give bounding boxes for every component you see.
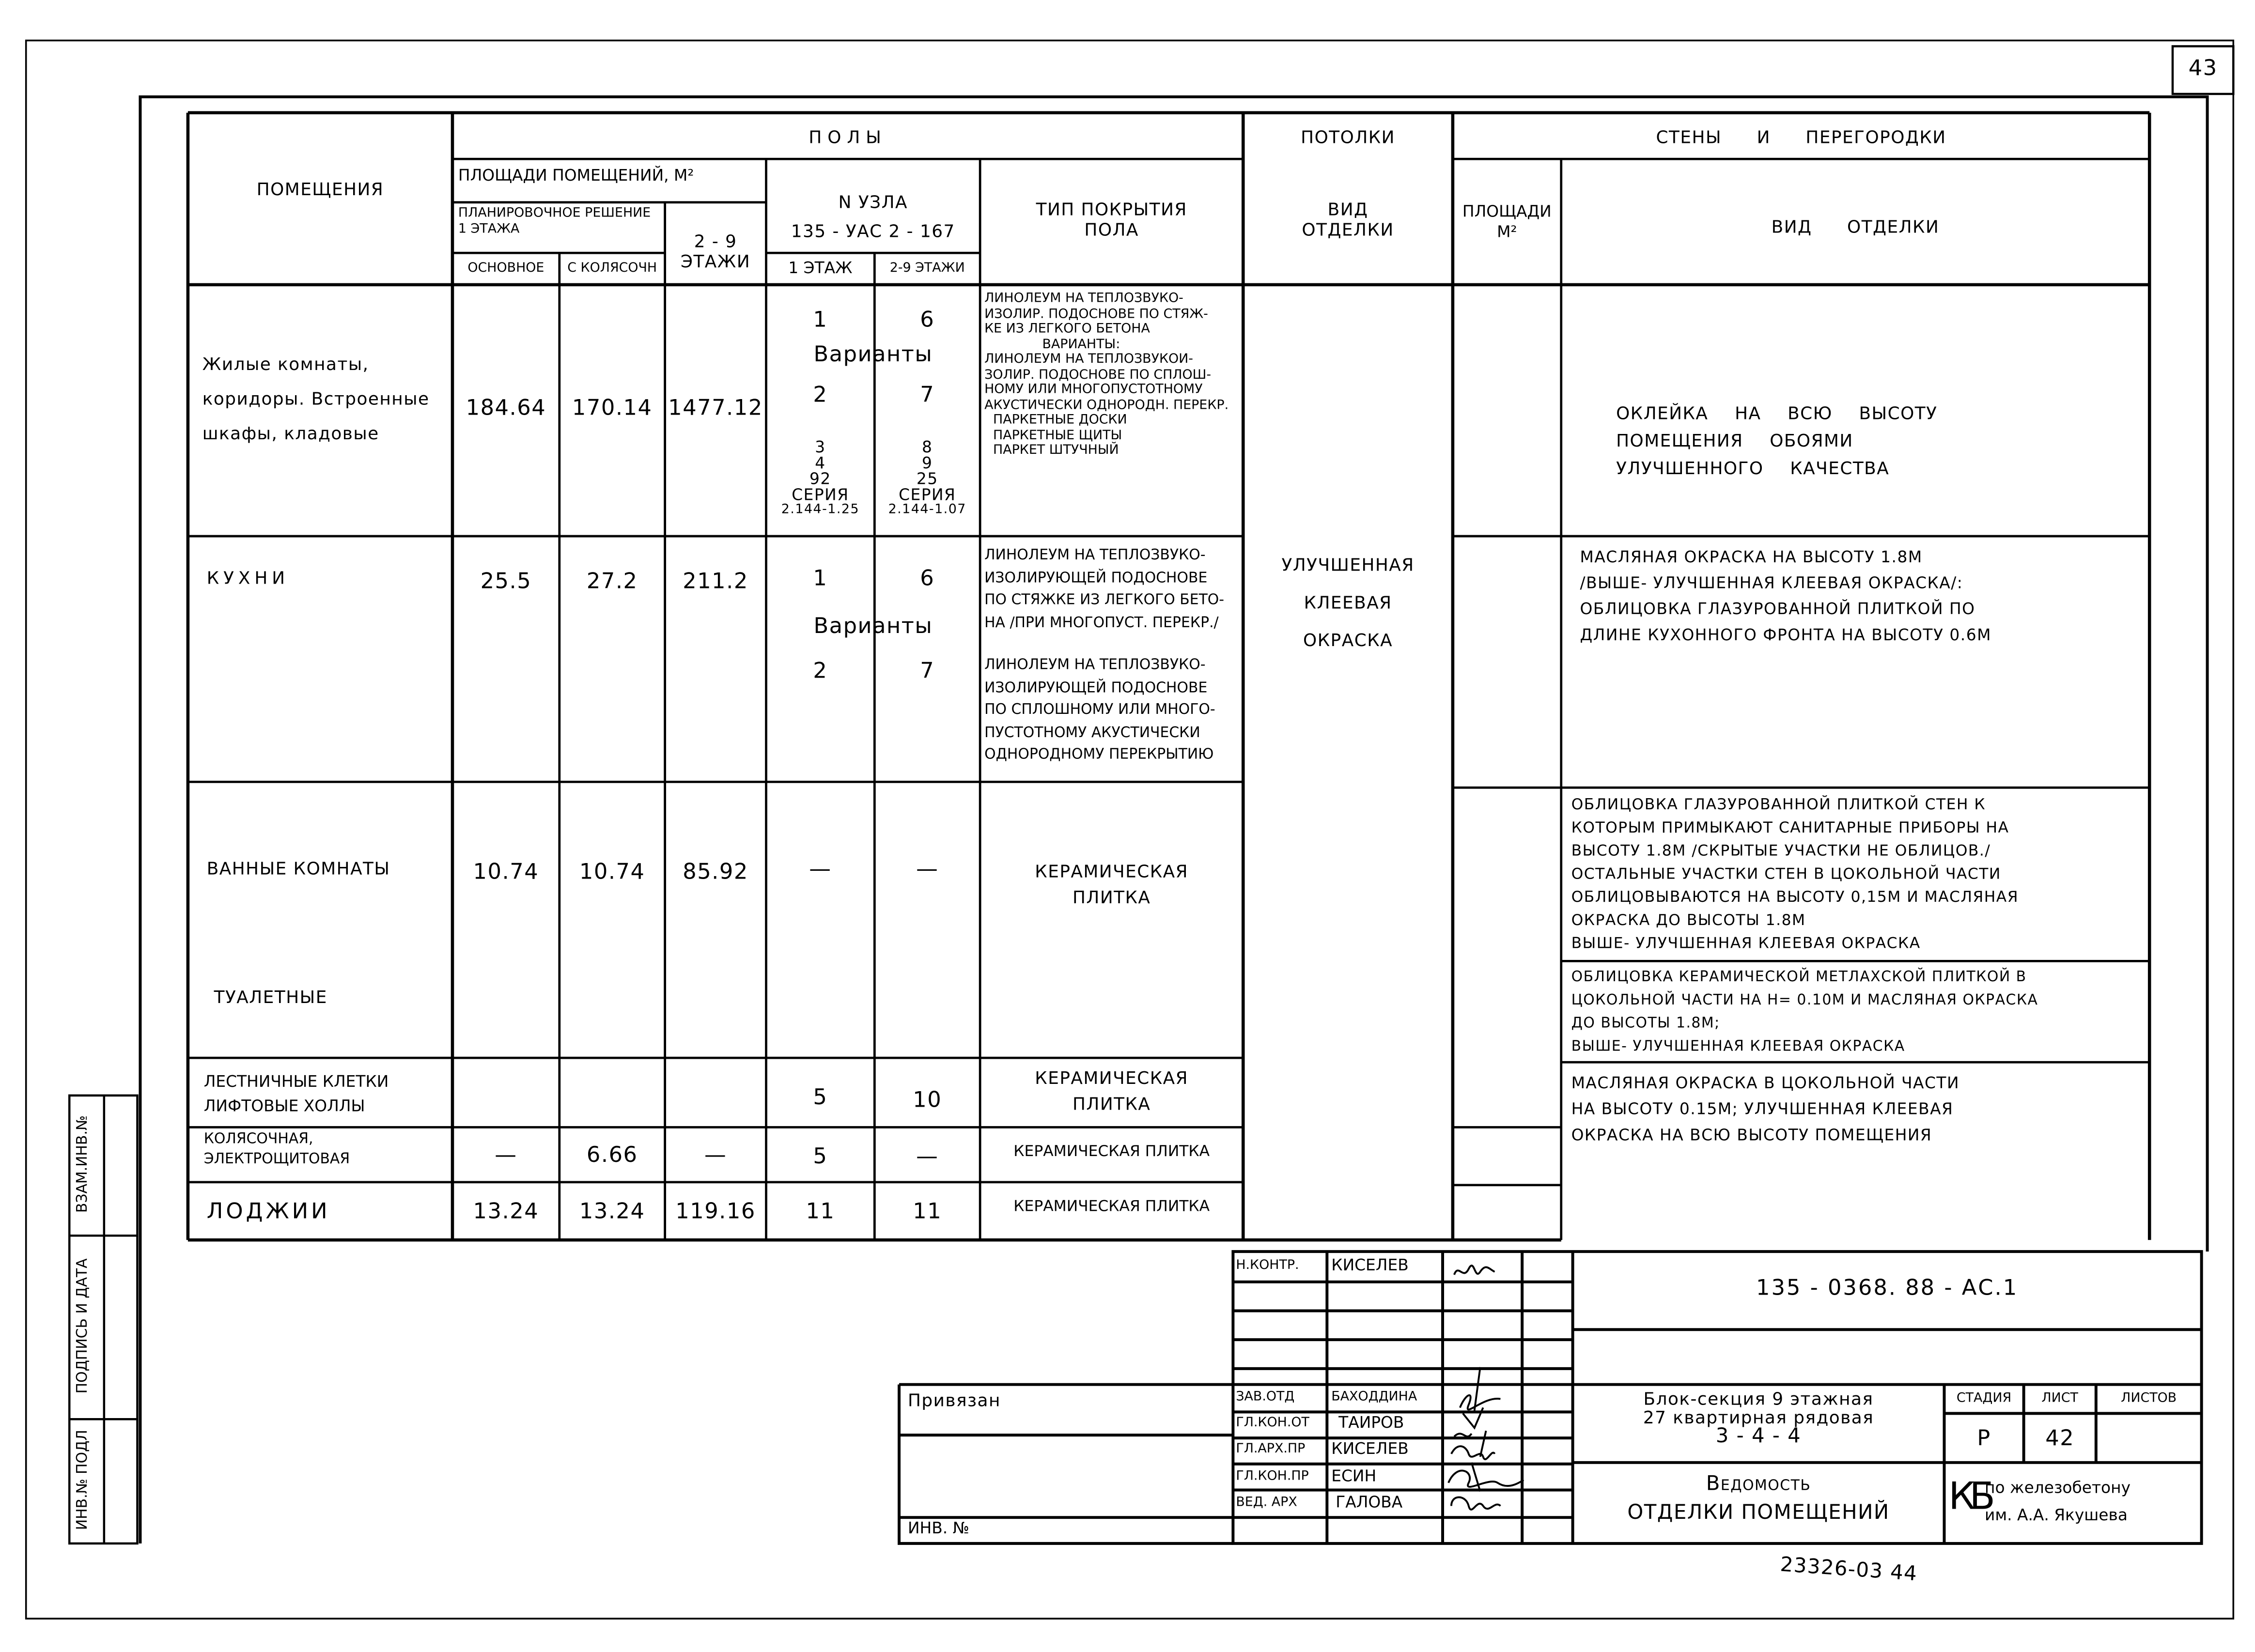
wall-finish-toilet bbox=[1571, 967, 2038, 1059]
floor-type-kitchen bbox=[984, 545, 1224, 767]
row-loggia-name: ЛОДЖИИ bbox=[206, 1198, 330, 1224]
node-value: 92 bbox=[809, 469, 831, 489]
row-stroller-2-9-area: — bbox=[704, 1142, 727, 1168]
header-floor-type: ТИП ПОКРЫТИЯ ПОЛА bbox=[1036, 199, 1187, 240]
project-name bbox=[1573, 1390, 1944, 1447]
text-line: ДО ВЫСОТЫ 1.8М; bbox=[1571, 1016, 1720, 1032]
signer-role: ГЛ.АРХ.ПР bbox=[1236, 1442, 1306, 1457]
floor-type-stroller: КЕРАМИЧЕСКАЯ ПЛИТКА bbox=[1013, 1143, 1210, 1161]
text-line: ПАРКЕТНЫЕ ДОСКИ bbox=[993, 413, 1127, 428]
signer-name: ГАЛОВА bbox=[1336, 1493, 1403, 1512]
header-node-1: 1 ЭТАЖ bbox=[788, 259, 853, 278]
signer-role: ВЕД. АРХ bbox=[1236, 1496, 1297, 1511]
text-line: ОБЛИЦОВКА ГЛАЗУРОВАННОЙ ПЛИТКОЙ СТЕН К bbox=[1571, 796, 1986, 814]
header-ceilings: ПОТОЛКИ bbox=[1301, 127, 1395, 148]
sheet-value: 42 bbox=[2045, 1425, 2075, 1451]
row-kitchen-2-9-area: 211.2 bbox=[683, 568, 748, 594]
sheet-label: ЛИСТ bbox=[2041, 1391, 2078, 1406]
node-value: 2.144-1.07 bbox=[888, 503, 966, 518]
text-line: МАСЛЯНАЯ ОКРАСКА В ЦОКОЛЬНОЙ ЧАСТИ bbox=[1571, 1074, 1960, 1093]
linked-label: Привязан bbox=[907, 1390, 1001, 1411]
organization bbox=[1985, 1474, 2131, 1529]
side-sign-date: ПОДПИСЬ И ДАТА bbox=[75, 1258, 91, 1394]
node-value: 25 bbox=[916, 469, 938, 489]
text-line: Блок-секция 9 этажная bbox=[1643, 1389, 1874, 1409]
text-line: ЛИФТОВЫЕ ХОЛЛЫ bbox=[203, 1096, 365, 1116]
node-value: 2.144-1.25 bbox=[781, 503, 860, 518]
text-line: им. А.А. Якушева bbox=[1985, 1506, 2128, 1525]
text-line: КОТОРЫМ ПРИМЫКАЮТ САНИТАРНЫЕ ПРИБОРЫ НА bbox=[1571, 819, 2009, 837]
header-node-no: N УЗЛА bbox=[838, 192, 908, 213]
text-line: ЛИНОЛЕУМ НА ТЕПЛОЗВУКОИ- bbox=[984, 353, 1193, 367]
text-line: ОБЛИЦОВКА ГЛАЗУРОВАННОЙ ПЛИТКОЙ ПО bbox=[1580, 600, 1975, 619]
header-areas: ПЛОЩАДИ ПОМЕЩЕНИЙ, М² bbox=[458, 166, 694, 185]
row-bath-2-9-area: 85.92 bbox=[683, 858, 748, 885]
row-stroller-room-name bbox=[204, 1130, 350, 1171]
stage-label: СТАДИЯ bbox=[1956, 1391, 2012, 1406]
node-value: 6 bbox=[920, 565, 935, 591]
row-living-room-name: Жилые комнаты, коридоры. Встроенные шкафы, кладовые bbox=[202, 354, 430, 444]
text-line: 27 квартирная рядовая bbox=[1643, 1407, 1874, 1428]
text-line: ЛЕСТНИЧНЫЕ КЛЕТКИ bbox=[203, 1072, 389, 1091]
floor-type-living bbox=[984, 292, 1229, 459]
header-wall-area: ПЛОЩАДИ М² bbox=[1462, 202, 1552, 242]
footer-stamp: 23326-03 44 bbox=[1779, 1553, 1918, 1587]
text-line: МАСЛЯНАЯ ОКРАСКА НА ВЫСОТУ 1.8М bbox=[1580, 547, 1923, 567]
node-value: 8 bbox=[922, 438, 933, 457]
header-basic: ОСНОВНОЕ bbox=[467, 262, 544, 276]
text-line: ПЛИТКА bbox=[1072, 1094, 1151, 1114]
node-value: — bbox=[916, 1143, 939, 1170]
signer-name: БАХОДДИНА bbox=[1331, 1390, 1417, 1405]
node-value: 6 bbox=[920, 306, 935, 333]
variants-label: Варианты bbox=[813, 341, 933, 367]
floor-type-bath bbox=[980, 858, 1243, 910]
node-value: СЕРИЯ bbox=[899, 485, 956, 505]
text-line: ОБЛИЦОВКА КЕРАМИЧЕСКОЙ МЕТЛАХСКОЙ ПЛИТКОЙ В bbox=[1571, 970, 2027, 986]
text-line: ПЛИТКА bbox=[1072, 887, 1151, 908]
text-line: ЭЛЕКТРОЩИТОВАЯ bbox=[203, 1152, 350, 1168]
text-line: ПАРКЕТ ШТУЧНЫЙ bbox=[993, 444, 1119, 458]
node-value: 2 bbox=[813, 657, 828, 684]
node-value: 1 bbox=[813, 565, 828, 591]
text-line: УЛУЧШЕННАЯ bbox=[1281, 555, 1415, 575]
floor-type-loggia: КЕРАМИЧЕСКАЯ ПЛИТКА bbox=[1013, 1198, 1210, 1216]
header-floors: ПОЛЫ bbox=[809, 127, 887, 148]
signer-name: ТАИРОВ bbox=[1338, 1413, 1404, 1433]
text-line: по железобетону bbox=[1985, 1478, 2131, 1498]
signatures bbox=[1443, 1251, 1529, 1526]
variants-label: Варианты bbox=[813, 613, 933, 639]
node-value: 4 bbox=[815, 453, 826, 473]
header-walls: СТЕНЫ И ПЕРЕГОРОДКИ bbox=[1656, 127, 1946, 148]
header-rooms: ПОМЕЩЕНИЯ bbox=[256, 179, 384, 200]
header-ceiling-finish: ВИД ОТДЕЛКИ bbox=[1302, 199, 1394, 240]
sheets-label: ЛИСТОВ bbox=[2121, 1391, 2177, 1406]
node-value: 2 bbox=[813, 381, 828, 408]
text-line: /ВЫШЕ- УЛУЧШЕННАЯ КЛЕЕВАЯ ОКРАСКА/: bbox=[1580, 573, 1963, 593]
text-line: ОТДЕЛКИ ПОМЕЩЕНИЙ bbox=[1627, 1501, 1890, 1525]
node-value: 7 bbox=[920, 381, 935, 408]
row-bathroom-name: ВАННЫЕ КОМНАТЫ bbox=[206, 858, 390, 879]
node-value: СЕРИЯ bbox=[792, 485, 849, 505]
node-value: 11 bbox=[806, 1198, 835, 1224]
text-line: ЗОЛИР. ПОДОСНОВЕ ПО СПЛОШ- bbox=[984, 368, 1212, 383]
text-line: ЦОКОЛЬНОЙ ЧАСТИ НА H= 0.10М И МАСЛЯНАЯ ОКРАСКА bbox=[1571, 993, 2038, 1009]
header-with-stroller: С КОЛЯСОЧН bbox=[567, 262, 657, 276]
header-node-series: 135 - УАС 2 - 167 bbox=[791, 221, 955, 242]
text-line: КЕРАМИЧЕСКАЯ bbox=[1035, 1068, 1189, 1088]
text-line: ВАРИАНТЫ: bbox=[1042, 337, 1120, 352]
row-stroller-basic-area: — bbox=[495, 1142, 517, 1168]
inventory-no-label: ИНВ. № bbox=[907, 1519, 969, 1538]
text-line: КЛЕЕВАЯ bbox=[1304, 592, 1392, 613]
node-value: 11 bbox=[913, 1198, 942, 1224]
text-line: ВЫСОТУ 1.8М /СКРЫТЫЕ УЧАСТКИ НЕ ОБЛИЦОВ./ bbox=[1571, 842, 1991, 860]
text-line: УЛУЧШЕННОГО КАЧЕСТВА bbox=[1616, 458, 1890, 479]
wall-finish-kitchen bbox=[1580, 545, 1991, 649]
document-code: 135 - 0368. 88 - АС.1 bbox=[1756, 1274, 2019, 1301]
text-line: ДЛИНЕ КУХОННОГО ФРОНТА НА ВЫСОТУ 0.6М bbox=[1580, 626, 1991, 645]
node-value: 1 bbox=[813, 306, 828, 333]
document-title bbox=[1573, 1470, 1944, 1528]
header-wall-finish: ВИД ОТДЕЛКИ bbox=[1771, 216, 1940, 237]
text-line: ПОМЕЩЕНИЯ ОБОЯМИ bbox=[1616, 431, 1853, 451]
side-inv-original: ИНВ.№ ПОДЛ bbox=[75, 1430, 91, 1530]
signer-name: КИСЕЛЕВ bbox=[1331, 1439, 1409, 1458]
text-line: НА ВЫСОТУ 0.15М; УЛУЧШЕННАЯ КЛЕЕВАЯ bbox=[1571, 1099, 1954, 1119]
wall-finish-living bbox=[1616, 401, 1937, 483]
header-floors-2-9: 2 - 9 ЭТАЖИ bbox=[680, 231, 751, 272]
signer-role: ГЛ.КОН.ОТ bbox=[1236, 1416, 1309, 1431]
text-line: ЛИНОЛЕУМ НА ТЕПЛОЗВУКО- bbox=[984, 657, 1206, 674]
text-line: ИЗОЛИРУЮЩЕЙ ПОДОСНОВЕ bbox=[984, 679, 1208, 696]
header-plan-1st: ПЛАНИРОВОЧНОЕ РЕШЕНИЕ 1 ЭТАЖА bbox=[458, 206, 651, 236]
node-value: 9 bbox=[922, 453, 933, 473]
text-line: ИЗОЛИРУЮЩЕЙ ПОДОСНОВЕ bbox=[984, 570, 1208, 587]
row-kitchen-basic-area: 25.5 bbox=[480, 568, 532, 594]
text-line: ОКРАСКА ДО ВЫСОТЫ 1.8М bbox=[1571, 911, 1806, 929]
text-line: Ведомость bbox=[1706, 1472, 1811, 1496]
text-line: ОКРАСКА bbox=[1303, 630, 1393, 650]
side-replace-inv: ВЗАМ.ИНВ.№ bbox=[75, 1115, 91, 1213]
text-line: ИЗОЛИР. ПОДОСНОВЕ ПО СТЯЖ- bbox=[984, 307, 1208, 322]
node-value: — bbox=[916, 855, 939, 882]
row-toilet-name: ТУАЛЕТНЫЕ bbox=[214, 987, 327, 1007]
text-line: ЛИНОЛЕУМ НА ТЕПЛОЗВУКО- bbox=[984, 547, 1206, 564]
text-line: КОЛЯСОЧНАЯ, bbox=[203, 1131, 313, 1148]
signer-role: Н.КОНТР. bbox=[1236, 1259, 1299, 1273]
text-line: 3 - 4 - 4 bbox=[1715, 1425, 1802, 1448]
node-value: 5 bbox=[813, 1084, 828, 1110]
text-line: ПО СТЯЖКЕ ИЗ ЛЕГКОГО БЕТО- bbox=[984, 592, 1225, 609]
text-line: ОКРАСКА НА ВСЮ ВЫСОТУ ПОМЕЩЕНИЯ bbox=[1571, 1126, 1932, 1145]
signer-role: ГЛ.КОН.ПР bbox=[1236, 1469, 1309, 1484]
row-kitchen-stroller-area: 27.2 bbox=[586, 568, 638, 594]
text-line: НА /ПРИ МНОГОПУСТ. ПЕРЕКР./ bbox=[984, 615, 1219, 631]
row-living-2-9-area: 1477.12 bbox=[668, 394, 763, 421]
row-living-basic-area: 184.64 bbox=[466, 394, 546, 421]
row-bath-stroller-area: 10.74 bbox=[579, 858, 645, 885]
text-line: ПО СПЛОШНОМУ ИЛИ МНОГО- bbox=[984, 702, 1215, 719]
text-line: КЕ ИЗ ЛЕГКОГО БЕТОНА bbox=[984, 322, 1150, 337]
wall-finish-bath bbox=[1571, 793, 2019, 955]
text-line: ПАРКЕТНЫЕ ЩИТЫ bbox=[993, 428, 1122, 443]
text-line: ОДНОРОДНОМУ ПЕРЕКРЫТИЮ bbox=[984, 747, 1214, 763]
text-line: ОБЛИЦОВЫВАЮТСЯ НА ВЫСОТУ 0,15М И МАСЛЯНАЯ bbox=[1571, 889, 2019, 906]
row-bath-basic-area: 10.74 bbox=[473, 858, 539, 885]
row-loggia-basic-area: 13.24 bbox=[473, 1198, 539, 1224]
text-line: НОМУ ИЛИ МНОГОПУСТОТНОМУ bbox=[984, 383, 1203, 398]
text-line: ВЫШЕ- УЛУЧШЕННАЯ КЛЕЕВАЯ ОКРАСКА bbox=[1571, 1039, 1905, 1055]
node-value: 7 bbox=[920, 657, 935, 684]
sheet-corner-number: 43 bbox=[2188, 55, 2218, 81]
row-loggia-stroller-area: 13.24 bbox=[579, 1198, 645, 1224]
text-line: ПУСТОТНОМУ АКУСТИЧЕСКИ bbox=[984, 725, 1200, 741]
row-stairs-name bbox=[204, 1069, 389, 1118]
node-value: — bbox=[809, 855, 832, 882]
org-logo: КБ bbox=[1948, 1475, 1990, 1519]
node-value: 3 bbox=[815, 438, 826, 457]
row-stroller-stroller-area: 6.66 bbox=[586, 1142, 638, 1168]
node-value: 5 bbox=[813, 1143, 828, 1170]
row-loggia-2-9-area: 119.16 bbox=[675, 1198, 756, 1224]
text-line: ОКЛЕЙКА НА ВСЮ ВЫСОТУ bbox=[1616, 403, 1938, 424]
text-line: ЛИНОЛЕУМ НА ТЕПЛОЗВУКО- bbox=[984, 292, 1183, 307]
text-line: ВЫШЕ- УЛУЧШЕННАЯ КЛЕЕВАЯ ОКРАСКА bbox=[1571, 935, 1921, 953]
floor-type-stairs bbox=[980, 1065, 1243, 1117]
signer-role: ЗАВ.ОТД bbox=[1236, 1390, 1295, 1405]
text-line: ОСТАЛЬНЫЕ УЧАСТКИ СТЕН В ЦОКОЛЬНОЙ ЧАСТИ bbox=[1571, 865, 2001, 883]
wall-finish-stairs bbox=[1571, 1071, 1960, 1149]
header-node-2-9: 2-9 ЭТАЖИ bbox=[889, 262, 965, 276]
ceiling-finish bbox=[1243, 546, 1453, 659]
row-living-stroller-area: 170.14 bbox=[572, 394, 653, 421]
signer-name: ЕСИН bbox=[1331, 1467, 1377, 1486]
text-line: АКУСТИЧЕСКИ ОДНОРОДН. ПЕРЕКР. bbox=[984, 398, 1229, 413]
signer-name: КИСЕЛЕВ bbox=[1331, 1256, 1409, 1275]
node-value: 10 bbox=[913, 1086, 942, 1113]
text-line: КЕРАМИЧЕСКАЯ bbox=[1035, 861, 1189, 882]
stage-value: Р bbox=[1977, 1425, 1991, 1451]
row-kitchen-name: КУХНИ bbox=[206, 568, 289, 588]
